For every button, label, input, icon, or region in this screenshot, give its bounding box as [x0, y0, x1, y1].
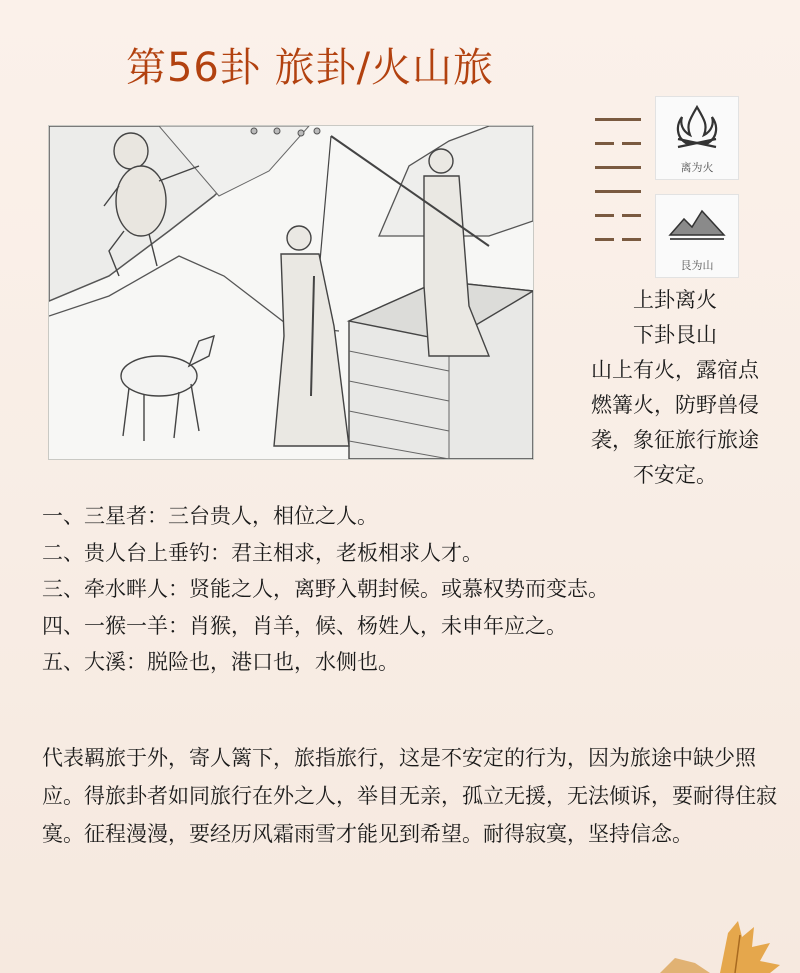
- summary-paragraph: 代表羁旅于外，寄人篱下，旅指旅行，这是不安定的行为，因为旅途中缺少照应。得旅卦者如同旅行在外之人，举目无亲，孤立无援，无法倾诉，要耐得住寂寞。征程漫漫，要经历风霜雨雪才能见到希望。耐得寂寞，坚持信念。: [42, 746, 777, 846]
- symbol-list: [42, 498, 792, 681]
- goat: [121, 336, 214, 441]
- hexagram-line-1: [595, 238, 641, 241]
- gua-info-line: 不安定。: [633, 463, 717, 487]
- hexagram-line-3: [595, 190, 641, 193]
- gua-info-line: 上卦离火: [633, 288, 717, 312]
- page-title: 第56卦 旅卦/火山旅: [125, 45, 495, 91]
- lower-trigram-label: 艮为山: [680, 259, 714, 272]
- gua-info-line: 山上有火，露宿点: [591, 358, 759, 382]
- gua-info-line: 下卦艮山: [633, 323, 717, 347]
- list-item: 四、一猴一羊：肖猴，肖羊，候、杨姓人，未申年应之。: [42, 613, 567, 638]
- illustration-drawing: [49, 126, 533, 459]
- illustration: [48, 125, 534, 460]
- hexagram-line-6: [595, 118, 641, 121]
- hexagram-line-4: [595, 166, 641, 169]
- gua-info-line: 燃篝火，防野兽侵: [591, 393, 759, 417]
- mountain-icon: [668, 201, 726, 251]
- hexagram-line-2: [595, 214, 641, 217]
- upper-trigram-card: [655, 96, 739, 180]
- gua-info-line: 袭，象征旅行旅途: [591, 428, 759, 452]
- list-item: 五、大溪：脱险也，港口也，水侧也。: [42, 650, 399, 674]
- autumn-leaf-decoration: [650, 903, 800, 973]
- upper-trigram-label: 离为火: [680, 161, 714, 174]
- hexagram-line-5: [595, 142, 641, 145]
- list-item: 一、三星者：三台贵人，相位之人。: [42, 504, 378, 528]
- lower-trigram-card: [655, 194, 739, 278]
- hexagram-lines: [595, 118, 641, 262]
- list-item: 二、贵人台上垂钓：君主相求，老板相求人才。: [42, 540, 483, 565]
- gua-info: [560, 283, 790, 493]
- list-item: 三、牵水畔人：贤能之人，离野入朝封候。或慕权势而变志。: [42, 577, 609, 601]
- fire-icon: [668, 103, 726, 153]
- scholar: [274, 226, 349, 446]
